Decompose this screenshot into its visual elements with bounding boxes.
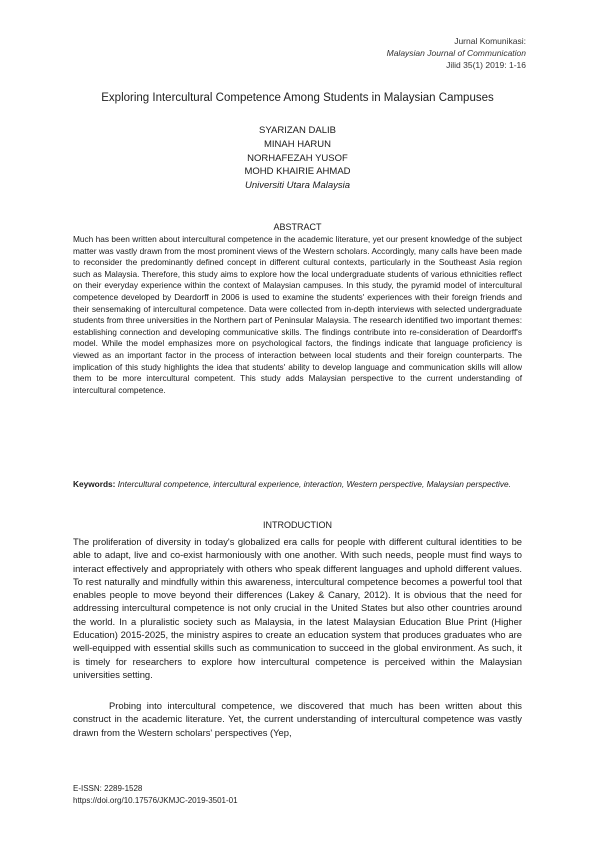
abstract-heading: ABSTRACT	[273, 222, 322, 232]
author-name: SYARIZAN DALIB	[259, 125, 336, 136]
author-affiliation: Universiti Utara Malaysia	[244, 180, 351, 192]
journal-header	[387, 35, 526, 71]
paper-title: Exploring Intercultural Competence Among Students in Malaysian Campuses	[101, 92, 494, 104]
journal-volume: Jilid 35(1) 2019: 1-16	[446, 60, 526, 70]
journal-subtitle: Malaysian Journal of Communication	[386, 48, 526, 58]
introduction-paragraph: Probing into intercultural competence, we discovered that much has been written about this construct in the academic literature. Yet, the current understanding of intercultural competence was vastly drawn from the Western scholars' perspectives (Yep,	[73, 700, 522, 738]
author-block	[0, 124, 595, 193]
journal-name: Jurnal Komunikasi:	[454, 36, 526, 46]
keywords-text: Intercultural competence, intercultural experience, interaction, Western perspective, Malaysian perspective.	[117, 479, 511, 489]
author-name: NORHAFEZAH YUSOF	[247, 152, 348, 164]
introduction-heading: INTRODUCTION	[263, 520, 332, 530]
introduction-paragraph: The proliferation of diversity in today's globalized era calls for people with different cultural identities to be able to adapt, live and co-exist harmoniously with one another. With such needs, people must find ways to interact effectively and appropriately with others who speak different languages and uphold different values. To rest naturally and mindfully within this awareness, intercultural competence becomes a powerful tool that enables people to move beyond their differences (Lakey & Canary, 2012). It is obvious that the need for addressing intercultural competence is not only crucial in the United States but also other countries around the world. In a pluralistic society such as Malaysia, in the latest Malaysian Education Blue Print (Higher Education) 2015-2025, the ministry aspires to create an education system that produces graduates who are well-equipped with essential skills such as communication to succeed in the global environment. As such, it is timely for researchers to explore how intercultural competence is perceived within the Malaysian universities setting.	[73, 536, 522, 680]
author-name: MOHD KHAIRIE AHMAD	[244, 166, 351, 178]
page-footer	[73, 783, 238, 807]
abstract-text: Much has been written about intercultural competence in the academic literature, yet our present knowledge of the subject matter was vastly drawn from the most prominent views of the Western scholars. Accordingly, many calls have been made to reconsider the predominantly defined concept in different cultural contexts, particularly in the Southeast Asia region such as Malaysia. Therefore, this study aims to explore how the local undergraduate students of various ethnicities reflect on their everyday experience within the context of Malaysian campuses. In this study, the pyramid model of intercultural competence developed by Deardorff in 2006 is used to examine the students' experiences with their foreign friends and their sensemaking of intercultural competence. Data were collected from in-depth interviews with selected undergraduate students from three universities in the Northern part of Peninsular Malaysia. The research identified two important themes: establishing connection and developing communicative skills. The findings contribute into re-consideration of Deardorff's model. While the model emphasizes more on psychological factors, the findings indicate that language proficiency is viewed as an important factor in the process of interaction between local students and their foreign counterparts. The implication of this study highlights the idea that students' ability to develop language and communication skills will allow them to be more intercultural competent. This study adds Malaysian perspective to the current understanding of intercultural competence.	[73, 234, 522, 395]
doi-link[interactable]: https://doi.org/10.17576/JKMJC-2019-3501-01	[73, 796, 238, 805]
keywords	[73, 479, 522, 491]
author-name: MINAH HARUN	[263, 138, 332, 150]
keywords-label: Keywords:	[73, 479, 116, 489]
eissn: E-ISSN: 2289-1528	[73, 784, 143, 793]
